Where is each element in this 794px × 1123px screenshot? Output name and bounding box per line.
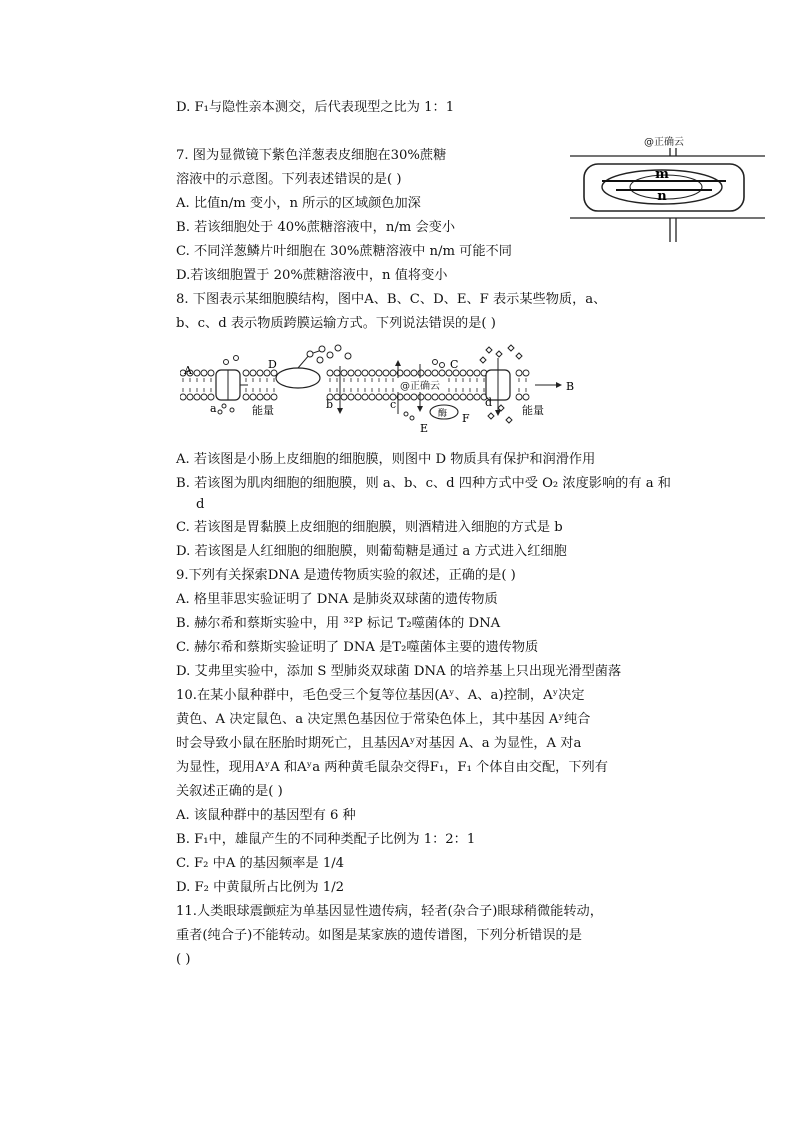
q9-option-d: D. 艾弗里实验中，添加 S 型肺炎双球菌 DNA 的培养基上只出现光滑型菌落 xyxy=(176,664,622,679)
glycoprotein xyxy=(276,368,320,388)
q9-option-a: A. 格里菲思实验证明了 DNA 是肺炎双球菌的遗传物质 xyxy=(176,592,498,607)
question-7-stem-cont: 溶液中的示意图。下列表述错误的是( ) xyxy=(176,172,402,187)
enzyme-label: 酶 xyxy=(438,409,448,419)
label-F: F xyxy=(462,412,470,425)
label-d: d xyxy=(485,396,493,409)
q8-option-a: A. 若该图是小肠上皮细胞的细胞膜，则图中 D 物质具有保护和润滑作用 xyxy=(176,452,596,467)
watermark-membrane: @正确云 xyxy=(400,381,440,392)
question-10-stem-5: 关叙述正确的是( ) xyxy=(176,784,283,799)
question-11-stem-3: ( ) xyxy=(176,952,191,967)
q10-option-a: A. 该鼠种群中的基因型有 6 种 xyxy=(176,808,356,823)
question-8-stem: 8. 下图表示某细胞膜结构，图中A、B、C、D、E、F 表示某些物质，a、 xyxy=(176,292,607,307)
q7-option-c: C. 不同洋葱鳞片叶细胞在 30%蔗糖溶液中 n/m 可能不同 xyxy=(176,244,512,259)
onion-cell-figure xyxy=(570,128,765,246)
q10-option-c: C. F₂ 中A 的基因频率是 1/4 xyxy=(176,856,345,871)
q7-option-d: D.若该细胞置于 20%蔗糖溶液中，n 值将变小 xyxy=(176,268,448,283)
question-10-stem-2: 黄色、A 决定鼠色、a 决定黑色基因位于常染色体上，其中基因 Aʸ纯合 xyxy=(176,712,591,727)
label-C: C xyxy=(450,358,459,371)
label-a: a xyxy=(210,402,217,415)
q10-option-d: D. F₂ 中黄鼠所占比例为 1/2 xyxy=(176,880,345,895)
q8-option-c: C. 若该图是胃黏膜上皮细胞的细胞膜，则酒精进入细胞的方式是 b xyxy=(176,520,563,535)
label-A: A xyxy=(184,364,192,377)
label-n: n xyxy=(657,189,667,204)
energy-label-left: 能量 xyxy=(252,404,274,417)
question-10-stem: 10.在某小鼠种群中，毛色受三个复等位基因(Aʸ、A、a)控制，Aʸ决定 xyxy=(176,688,585,703)
label-m: m xyxy=(655,167,669,182)
q7-option-b: B. 若该细胞处于 40%蔗糖溶液中，n/m 会变小 xyxy=(176,220,456,235)
label-D: D xyxy=(268,358,277,371)
question-10-stem-4: 为显性，现用AʸA 和Aʸa 两种黄毛鼠杂交得F₁，F₁ 个体自由交配，下列有 xyxy=(176,760,608,775)
question-11-stem-2: 重者(纯合子)不能转动。如图是某家族的遗传谱图，下列分析错误的是 xyxy=(176,928,582,943)
q8-option-b-cont: d xyxy=(196,497,205,512)
q9-option-c: C. 赫尔希和蔡斯实验证明了 DNA 是T₂噬菌体主要的遗传物质 xyxy=(176,640,539,655)
option-d-q6: D. F₁与隐性亲本测交，后代表现型之比为 1：1 xyxy=(176,100,455,115)
question-11-stem: 11.人类眼球震颤症为单基因显性遗传病，轻者(杂合子)眼球稍微能转动， xyxy=(176,904,603,919)
question-9-stem: 9.下列有关探索DNA 是遗传物质实验的叙述，正确的是( ) xyxy=(176,568,516,583)
q8-option-b: B. 若该图为肌肉细胞的细胞膜，则 a、b、c、d 四种方式中受 O₂ 浓度影响的有 a 和 xyxy=(176,476,671,491)
watermark-cell: @正确云 xyxy=(644,137,684,148)
label-c: c xyxy=(390,398,397,411)
q10-option-b: B. F₁中，雄鼠产生的不同种类配子比例为 1：2：1 xyxy=(176,832,476,847)
energy-label-right: 能量 xyxy=(522,404,544,417)
question-7-stem: 7. 图为显微镜下紫色洋葱表皮细胞在30%蔗糖 xyxy=(176,148,447,163)
label-B: B xyxy=(566,380,575,393)
q7-option-a: A. 比值n/m 变小，n 所示的区域颜色加深 xyxy=(176,196,421,211)
q9-option-b: B. 赫尔希和蔡斯实验中，用 ³²P 标记 T₂噬菌体的 DNA xyxy=(176,616,501,631)
question-8-stem-cont: b、c、d 表示物质跨膜运输方式。下列说法错误的是( ) xyxy=(176,316,496,331)
label-b: b xyxy=(326,398,334,411)
label-E: E xyxy=(420,422,429,435)
q8-option-d: D. 若该图是人红细胞的细胞膜，则葡萄糖是通过 a 方式进入红细胞 xyxy=(176,544,567,559)
question-10-stem-3: 时会导致小鼠在胚胎时期死亡，且基因Aʸ对基因 A、a 为显性，A 对a xyxy=(176,736,582,751)
membrane-figure xyxy=(180,340,600,436)
